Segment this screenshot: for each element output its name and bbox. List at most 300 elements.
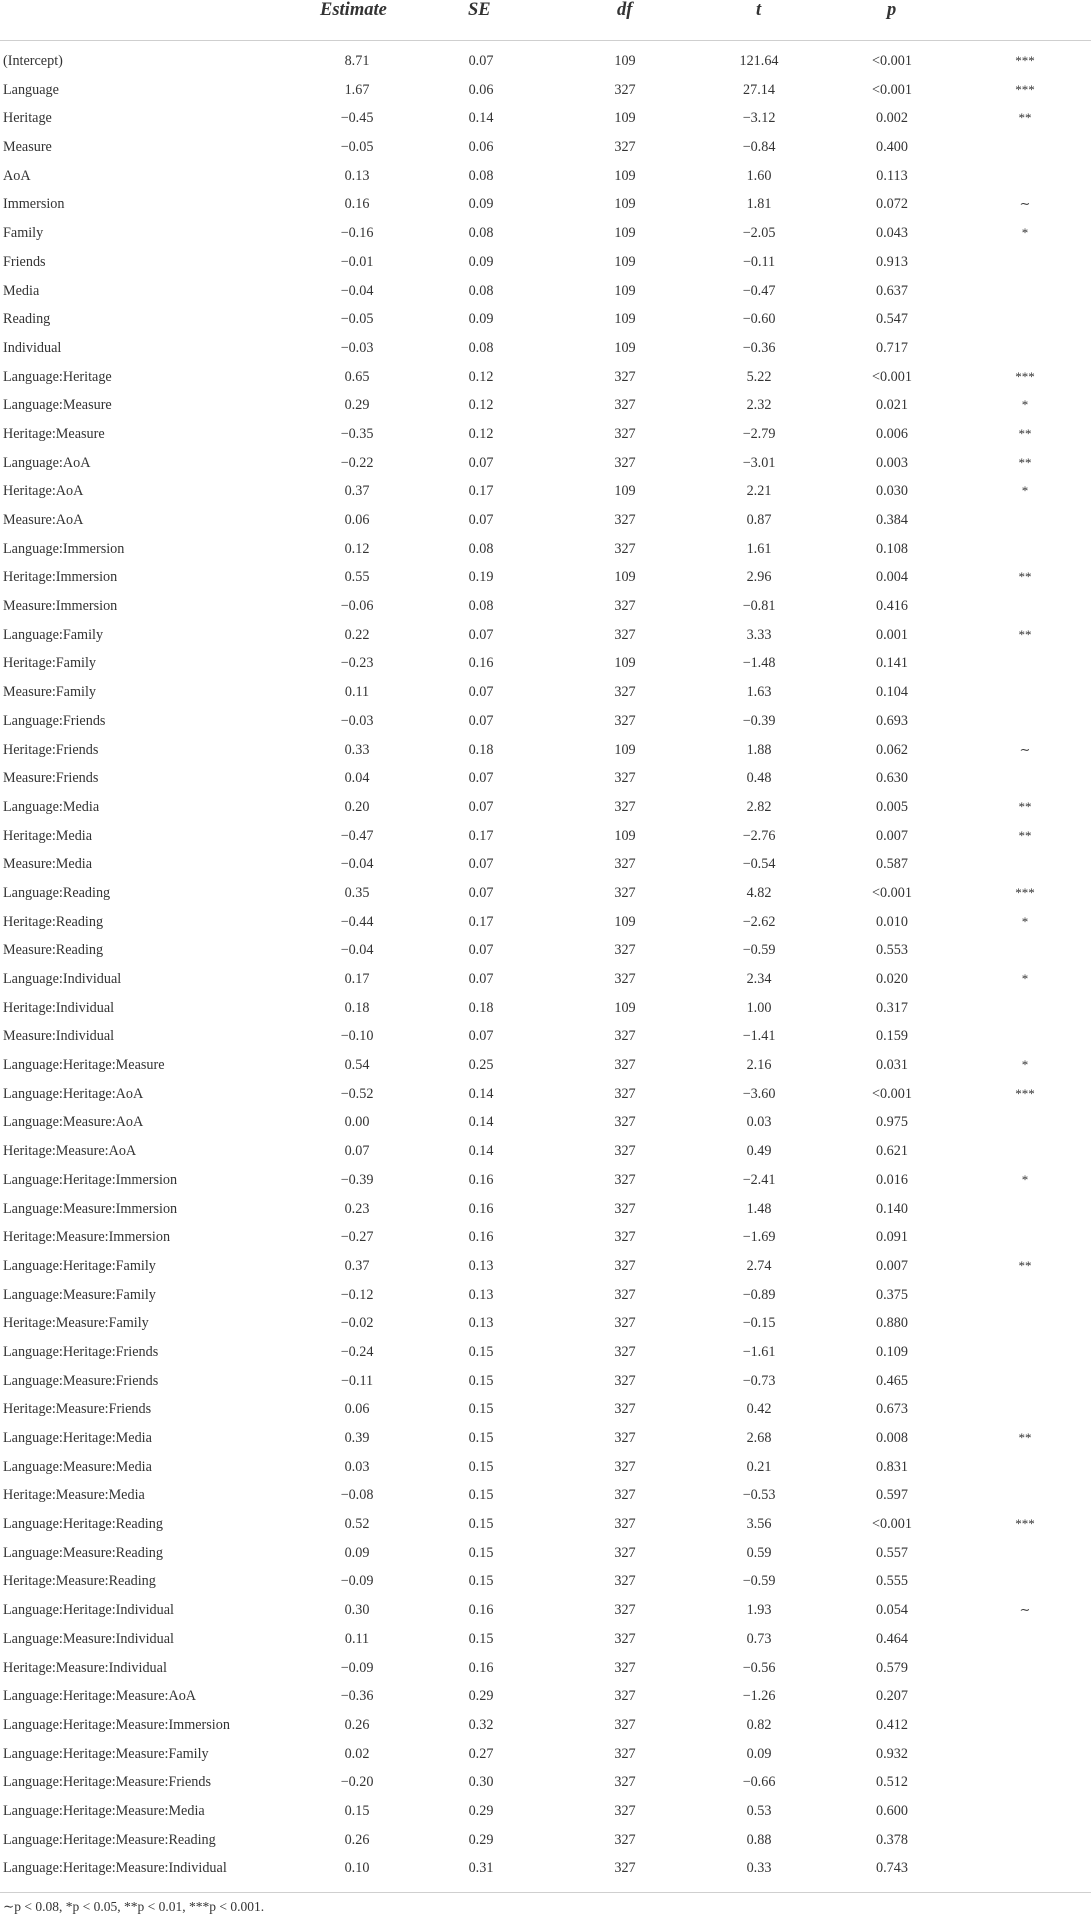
table-row bbox=[0, 1827, 1091, 1856]
term-cell: Language:Measure bbox=[3, 397, 112, 414]
significance-cell: ** bbox=[1018, 569, 1032, 585]
df-cell: 327 bbox=[614, 1745, 636, 1762]
table-row bbox=[0, 507, 1091, 536]
estimate-cell: −0.16 bbox=[340, 225, 374, 242]
se-cell: 0.16 bbox=[468, 655, 494, 672]
estimate-cell: 0.22 bbox=[344, 626, 370, 643]
df-cell: 327 bbox=[614, 1602, 636, 1619]
estimate-cell: 0.07 bbox=[344, 1143, 370, 1160]
table-row bbox=[0, 1023, 1091, 1052]
term-cell: Friends bbox=[3, 253, 46, 270]
t-cell: 0.49 bbox=[746, 1143, 772, 1160]
significance-cell: ** bbox=[1018, 425, 1032, 441]
table-row bbox=[0, 421, 1091, 450]
t-cell: 0.59 bbox=[746, 1544, 772, 1561]
table-row bbox=[0, 191, 1091, 220]
term-cell: Language:Reading bbox=[3, 884, 111, 901]
p-cell: 0.597 bbox=[876, 1487, 908, 1504]
df-cell: 327 bbox=[614, 971, 636, 987]
se-cell: 0.18 bbox=[468, 741, 494, 758]
term-cell: Language:Heritage:AoA bbox=[3, 1085, 144, 1102]
term-cell: Heritage:Measure:Media bbox=[3, 1487, 145, 1504]
term-cell: Language:AoA bbox=[3, 454, 91, 471]
p-cell: 0.913 bbox=[876, 253, 908, 270]
estimate-cell: 0.13 bbox=[344, 167, 370, 184]
p-cell: 0.004 bbox=[876, 569, 908, 586]
p-cell: 0.008 bbox=[876, 1430, 908, 1446]
df-cell: 327 bbox=[614, 1315, 636, 1332]
df-cell: 109 bbox=[614, 913, 636, 930]
term-cell: Language:Family bbox=[3, 626, 104, 643]
t-cell: 0.03 bbox=[746, 1114, 772, 1131]
term-cell: Language:Heritage bbox=[3, 368, 112, 385]
term-cell: (Intercept) bbox=[3, 53, 63, 69]
term-cell: Heritage:Family bbox=[3, 655, 96, 672]
se-cell: 0.07 bbox=[468, 971, 494, 987]
estimate-cell: 0.26 bbox=[344, 1831, 370, 1848]
significance-cell: * bbox=[1021, 225, 1029, 241]
term-cell: Language:Heritage:Measure:Individual bbox=[3, 1860, 227, 1877]
table-row bbox=[0, 1052, 1091, 1081]
t-cell: −2.62 bbox=[742, 913, 776, 930]
se-cell: 0.07 bbox=[468, 942, 494, 959]
t-cell: −0.73 bbox=[742, 1372, 776, 1389]
estimate-cell: 0.15 bbox=[344, 1802, 370, 1819]
p-cell: 0.140 bbox=[876, 1200, 908, 1217]
estimate-cell: −0.03 bbox=[340, 712, 374, 729]
estimate-cell: −0.24 bbox=[340, 1343, 374, 1360]
df-cell: 109 bbox=[614, 53, 636, 69]
se-cell: 0.09 bbox=[468, 196, 494, 213]
p-cell: 0.600 bbox=[876, 1802, 908, 1819]
df-cell: 327 bbox=[614, 856, 636, 873]
term-cell: Immersion bbox=[3, 196, 65, 213]
estimate-cell: −0.02 bbox=[340, 1315, 374, 1332]
estimate-cell: −0.04 bbox=[340, 282, 374, 299]
term-cell: Language:Heritage:Reading bbox=[3, 1516, 163, 1533]
term-cell: Language:Measure:Media bbox=[3, 1458, 152, 1475]
t-cell: 0.42 bbox=[746, 1401, 772, 1418]
se-cell: 0.06 bbox=[468, 139, 494, 156]
t-cell: −0.59 bbox=[742, 1573, 776, 1590]
estimate-cell: −0.47 bbox=[340, 827, 374, 844]
p-cell: 0.317 bbox=[876, 999, 908, 1016]
term-cell: Language:Measure:Friends bbox=[3, 1372, 159, 1389]
df-cell: 327 bbox=[614, 1085, 636, 1102]
se-cell: 0.07 bbox=[468, 884, 494, 901]
term-cell: Language bbox=[3, 81, 59, 98]
header-df: df bbox=[617, 0, 633, 20]
estimate-cell: −0.10 bbox=[340, 1028, 374, 1045]
se-cell: 0.13 bbox=[468, 1286, 494, 1303]
df-cell: 109 bbox=[614, 655, 636, 672]
term-cell: Language:Heritage:Measure:Reading bbox=[3, 1831, 216, 1848]
df-cell: 327 bbox=[614, 1057, 636, 1074]
table-row bbox=[0, 1568, 1091, 1597]
table-row bbox=[0, 1310, 1091, 1339]
estimate-cell: −0.36 bbox=[340, 1688, 374, 1705]
table-row bbox=[0, 765, 1091, 794]
header-divider bbox=[0, 40, 1091, 41]
p-cell: <0.001 bbox=[872, 368, 912, 385]
table-row bbox=[0, 909, 1091, 938]
estimate-cell: 0.09 bbox=[344, 1544, 370, 1561]
df-cell: 327 bbox=[614, 1229, 636, 1246]
df-cell: 327 bbox=[614, 1630, 636, 1647]
df-cell: 109 bbox=[614, 311, 636, 328]
estimate-cell: 0.33 bbox=[344, 741, 370, 758]
p-cell: 0.621 bbox=[876, 1143, 908, 1160]
se-cell: 0.08 bbox=[468, 282, 494, 299]
estimate-cell: −0.35 bbox=[340, 425, 374, 442]
p-cell: 0.637 bbox=[876, 282, 908, 299]
estimate-cell: −0.12 bbox=[340, 1286, 374, 1303]
df-cell: 109 bbox=[614, 741, 636, 758]
table-row bbox=[0, 278, 1091, 307]
significance-cell: ** bbox=[1018, 626, 1032, 642]
t-cell: −0.47 bbox=[742, 282, 776, 299]
table-row bbox=[0, 1769, 1091, 1798]
t-cell: 3.33 bbox=[746, 626, 772, 643]
table-row bbox=[0, 650, 1091, 679]
t-cell: 0.82 bbox=[746, 1716, 772, 1733]
table-row bbox=[0, 937, 1091, 966]
term-cell: Heritage:Immersion bbox=[3, 569, 118, 586]
t-cell: 0.88 bbox=[746, 1831, 772, 1848]
table-row bbox=[0, 880, 1091, 909]
estimate-cell: −0.22 bbox=[340, 454, 374, 471]
se-cell: 0.12 bbox=[468, 425, 494, 442]
t-cell: −0.60 bbox=[742, 311, 776, 328]
significance-cell: ∼ bbox=[1019, 196, 1031, 212]
estimate-cell: −0.09 bbox=[340, 1659, 374, 1676]
df-cell: 109 bbox=[614, 569, 636, 586]
se-cell: 0.18 bbox=[468, 999, 494, 1016]
se-cell: 0.08 bbox=[468, 167, 494, 184]
df-cell: 327 bbox=[614, 1200, 636, 1217]
p-cell: 0.378 bbox=[876, 1831, 908, 1848]
se-cell: 0.32 bbox=[468, 1716, 494, 1733]
table-row bbox=[0, 1253, 1091, 1282]
df-cell: 327 bbox=[614, 1372, 636, 1389]
term-cell: Language:Measure:Immersion bbox=[3, 1200, 178, 1217]
p-cell: 0.975 bbox=[876, 1114, 908, 1131]
df-cell: 327 bbox=[614, 1143, 636, 1160]
table-row bbox=[0, 622, 1091, 651]
term-cell: Heritage:Measure:Individual bbox=[3, 1659, 167, 1676]
term-cell: Heritage:Measure:Reading bbox=[3, 1573, 156, 1590]
se-cell: 0.07 bbox=[468, 856, 494, 873]
t-cell: −0.39 bbox=[742, 712, 776, 729]
df-cell: 327 bbox=[614, 454, 636, 471]
table-row bbox=[0, 1683, 1091, 1712]
term-cell: Language:Heritage:Measure:AoA bbox=[3, 1688, 197, 1705]
se-cell: 0.09 bbox=[468, 253, 494, 270]
t-cell: −2.79 bbox=[742, 425, 776, 442]
table-row bbox=[0, 823, 1091, 852]
table-row bbox=[0, 1167, 1091, 1196]
table-row bbox=[0, 1224, 1091, 1253]
significance-cell: *** bbox=[1015, 884, 1035, 900]
p-cell: 0.400 bbox=[876, 139, 908, 156]
p-cell: 0.108 bbox=[876, 540, 908, 557]
t-cell: 1.88 bbox=[746, 741, 772, 758]
se-cell: 0.07 bbox=[468, 684, 494, 701]
term-cell: Measure:AoA bbox=[3, 512, 84, 528]
se-cell: 0.14 bbox=[468, 1085, 494, 1102]
p-cell: 0.743 bbox=[876, 1860, 908, 1877]
t-cell: 27.14 bbox=[743, 81, 775, 98]
t-cell: 1.81 bbox=[746, 196, 772, 213]
header-p: p bbox=[887, 0, 897, 20]
p-cell: 0.031 bbox=[876, 1057, 908, 1074]
se-cell: 0.17 bbox=[468, 483, 494, 500]
table-row bbox=[0, 1712, 1091, 1741]
term-cell: Family bbox=[3, 225, 44, 242]
se-cell: 0.15 bbox=[468, 1630, 494, 1647]
se-cell: 0.17 bbox=[468, 827, 494, 844]
term-cell: Measure:Immersion bbox=[3, 598, 118, 615]
term-cell: Reading bbox=[3, 311, 51, 328]
table-row bbox=[0, 1655, 1091, 1684]
p-cell: <0.001 bbox=[872, 1516, 912, 1533]
significance-cell: * bbox=[1021, 1057, 1029, 1073]
df-cell: 327 bbox=[614, 1171, 636, 1188]
se-cell: 0.08 bbox=[468, 339, 494, 356]
se-cell: 0.16 bbox=[468, 1200, 494, 1217]
t-cell: 1.93 bbox=[746, 1602, 772, 1619]
estimate-cell: 0.17 bbox=[344, 971, 370, 987]
estimate-cell: −0.08 bbox=[340, 1487, 374, 1504]
t-cell: 3.56 bbox=[746, 1516, 772, 1533]
se-cell: 0.15 bbox=[468, 1516, 494, 1533]
df-cell: 327 bbox=[614, 598, 636, 615]
t-cell: 0.73 bbox=[746, 1630, 772, 1647]
table-row bbox=[0, 1454, 1091, 1483]
se-cell: 0.07 bbox=[468, 53, 494, 69]
df-cell: 327 bbox=[614, 1430, 636, 1446]
table-row bbox=[0, 536, 1091, 565]
t-cell: −3.12 bbox=[742, 110, 776, 127]
significance-cell: ∼ bbox=[1019, 1602, 1031, 1618]
se-cell: 0.15 bbox=[468, 1544, 494, 1561]
estimate-cell: 0.35 bbox=[344, 884, 370, 901]
estimate-cell: −0.11 bbox=[340, 1372, 374, 1389]
footer-divider bbox=[0, 1892, 1091, 1893]
t-cell: −1.48 bbox=[742, 655, 776, 672]
estimate-cell: 0.39 bbox=[344, 1430, 370, 1446]
df-cell: 327 bbox=[614, 1716, 636, 1733]
estimate-cell: 0.23 bbox=[344, 1200, 370, 1217]
term-cell: Language:Measure:Individual bbox=[3, 1630, 174, 1647]
table-row bbox=[0, 1138, 1091, 1167]
t-cell: 4.82 bbox=[746, 884, 772, 901]
t-cell: 121.64 bbox=[739, 53, 779, 69]
estimate-cell: −0.20 bbox=[340, 1774, 374, 1791]
term-cell: Language:Heritage:Family bbox=[3, 1257, 156, 1274]
estimate-cell: 0.30 bbox=[344, 1602, 370, 1619]
estimate-cell: 0.18 bbox=[344, 999, 370, 1016]
se-cell: 0.08 bbox=[468, 598, 494, 615]
df-cell: 109 bbox=[614, 282, 636, 299]
p-cell: 0.010 bbox=[876, 913, 908, 930]
term-cell: Measure:Reading bbox=[3, 942, 104, 959]
p-cell: 0.512 bbox=[876, 1774, 908, 1791]
term-cell: Heritage:Measure bbox=[3, 425, 105, 442]
p-cell: 0.932 bbox=[876, 1745, 908, 1762]
p-cell: <0.001 bbox=[872, 1085, 912, 1102]
t-cell: −0.54 bbox=[742, 856, 776, 873]
se-cell: 0.19 bbox=[468, 569, 494, 586]
header-se: SE bbox=[468, 0, 491, 20]
se-cell: 0.07 bbox=[468, 626, 494, 643]
p-cell: 0.006 bbox=[876, 425, 908, 442]
term-cell: Heritage bbox=[3, 110, 52, 127]
term-cell: Language:Media bbox=[3, 798, 100, 815]
significance-cell: ** bbox=[1018, 798, 1032, 814]
se-cell: 0.25 bbox=[468, 1057, 494, 1074]
df-cell: 327 bbox=[614, 540, 636, 557]
p-cell: 0.587 bbox=[876, 856, 908, 873]
estimate-cell: 0.65 bbox=[344, 368, 370, 385]
p-cell: 0.054 bbox=[876, 1602, 908, 1619]
table-row bbox=[0, 1482, 1091, 1511]
estimate-cell: −0.05 bbox=[340, 311, 374, 328]
df-cell: 327 bbox=[614, 1774, 636, 1791]
se-cell: 0.07 bbox=[468, 712, 494, 729]
se-cell: 0.07 bbox=[468, 798, 494, 815]
estimate-cell: −0.06 bbox=[340, 598, 374, 615]
se-cell: 0.15 bbox=[468, 1401, 494, 1418]
estimate-cell: −0.04 bbox=[340, 856, 374, 873]
df-cell: 327 bbox=[614, 1516, 636, 1533]
df-cell: 327 bbox=[614, 1573, 636, 1590]
table-row bbox=[0, 1597, 1091, 1626]
df-cell: 327 bbox=[614, 425, 636, 442]
significance-cell: *** bbox=[1015, 1085, 1035, 1101]
p-cell: 0.465 bbox=[876, 1372, 908, 1389]
p-cell: 0.043 bbox=[876, 225, 908, 242]
p-cell: 0.555 bbox=[876, 1573, 908, 1590]
significance-cell: ** bbox=[1018, 1430, 1032, 1445]
header-t: t bbox=[756, 0, 762, 20]
table-row bbox=[0, 105, 1091, 134]
p-cell: 0.384 bbox=[876, 512, 908, 528]
se-cell: 0.27 bbox=[468, 1745, 494, 1762]
estimate-cell: 0.02 bbox=[344, 1745, 370, 1762]
significance-cell: ** bbox=[1018, 827, 1032, 843]
p-cell: 0.207 bbox=[876, 1688, 908, 1705]
estimate-cell: 0.16 bbox=[344, 196, 370, 213]
table-row bbox=[0, 478, 1091, 507]
p-cell: 0.016 bbox=[876, 1171, 908, 1188]
se-cell: 0.07 bbox=[468, 1028, 494, 1045]
t-cell: −2.76 bbox=[742, 827, 776, 844]
table-row bbox=[0, 392, 1091, 421]
df-cell: 327 bbox=[614, 1831, 636, 1848]
df-cell: 109 bbox=[614, 196, 636, 213]
estimate-cell: 0.26 bbox=[344, 1716, 370, 1733]
df-cell: 327 bbox=[614, 712, 636, 729]
se-cell: 0.14 bbox=[468, 1114, 494, 1131]
table-row bbox=[0, 1855, 1091, 1884]
estimate-cell: 0.37 bbox=[344, 483, 370, 500]
table-row bbox=[0, 220, 1091, 249]
estimate-cell: −0.04 bbox=[340, 942, 374, 959]
se-cell: 0.13 bbox=[468, 1257, 494, 1274]
t-cell: 2.32 bbox=[746, 397, 772, 414]
se-cell: 0.15 bbox=[468, 1343, 494, 1360]
estimate-cell: 0.03 bbox=[344, 1458, 370, 1475]
se-cell: 0.08 bbox=[468, 540, 494, 557]
p-cell: 0.003 bbox=[876, 454, 908, 471]
df-cell: 327 bbox=[614, 512, 636, 528]
table-row bbox=[0, 966, 1091, 995]
term-cell: Individual bbox=[3, 339, 62, 356]
estimate-cell: −0.39 bbox=[340, 1171, 374, 1188]
table-header bbox=[0, 0, 1091, 40]
t-cell: 0.33 bbox=[746, 1860, 772, 1877]
df-cell: 327 bbox=[614, 1401, 636, 1418]
table-row bbox=[0, 737, 1091, 766]
df-cell: 327 bbox=[614, 1028, 636, 1045]
t-cell: 1.61 bbox=[746, 540, 772, 557]
t-cell: 2.82 bbox=[746, 798, 772, 815]
se-cell: 0.15 bbox=[468, 1573, 494, 1590]
t-cell: −1.61 bbox=[742, 1343, 776, 1360]
t-cell: −0.56 bbox=[742, 1659, 776, 1676]
term-cell: Language:Heritage:Measure:Immersion bbox=[3, 1716, 230, 1733]
df-cell: 327 bbox=[614, 1114, 636, 1131]
term-cell: Heritage:Measure:Family bbox=[3, 1315, 149, 1332]
t-cell: 2.34 bbox=[746, 971, 772, 987]
estimate-cell: −0.05 bbox=[340, 139, 374, 156]
df-cell: 327 bbox=[614, 1343, 636, 1360]
table-row bbox=[0, 1425, 1091, 1454]
table-row bbox=[0, 306, 1091, 335]
se-cell: 0.09 bbox=[468, 311, 494, 328]
df-cell: 109 bbox=[614, 339, 636, 356]
estimate-cell: 1.67 bbox=[344, 81, 370, 98]
term-cell: Language:Heritage:Measure bbox=[3, 1057, 165, 1074]
df-cell: 327 bbox=[614, 942, 636, 959]
p-cell: 0.021 bbox=[876, 397, 908, 414]
p-cell: 0.005 bbox=[876, 798, 908, 815]
term-cell: Language:Individual bbox=[3, 971, 122, 987]
p-cell: 0.020 bbox=[876, 971, 908, 987]
se-cell: 0.07 bbox=[468, 770, 494, 787]
df-cell: 109 bbox=[614, 225, 636, 242]
table-row bbox=[0, 163, 1091, 192]
t-cell: −0.59 bbox=[742, 942, 776, 959]
significance-cell: *** bbox=[1015, 53, 1035, 68]
table-row bbox=[0, 995, 1091, 1024]
table-row bbox=[0, 1368, 1091, 1397]
df-cell: 327 bbox=[614, 368, 636, 385]
table-row bbox=[0, 1339, 1091, 1368]
significance-cell: * bbox=[1021, 397, 1029, 413]
p-cell: <0.001 bbox=[872, 53, 912, 69]
p-cell: 0.030 bbox=[876, 483, 908, 500]
table-row bbox=[0, 564, 1091, 593]
term-cell: Language:Heritage:Measure:Media bbox=[3, 1802, 205, 1819]
t-cell: −0.89 bbox=[742, 1286, 776, 1303]
df-cell: 327 bbox=[614, 1487, 636, 1504]
df-cell: 327 bbox=[614, 1286, 636, 1303]
t-cell: 1.63 bbox=[746, 684, 772, 701]
table-row bbox=[0, 1798, 1091, 1827]
se-cell: 0.31 bbox=[468, 1860, 494, 1877]
